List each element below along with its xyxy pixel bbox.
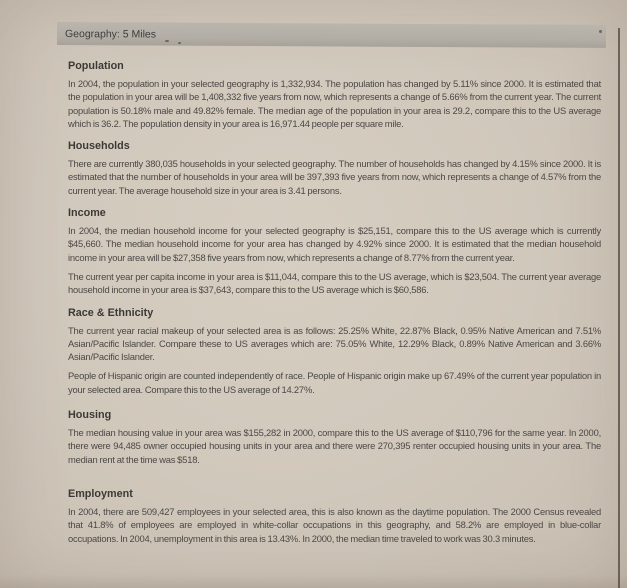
section-income bbox=[68, 207, 601, 296]
report-body bbox=[68, 45, 601, 545]
section-households bbox=[68, 140, 601, 197]
section-title-population: Population bbox=[68, 60, 124, 72]
section-population bbox=[68, 60, 601, 130]
section-title-employment: Employment bbox=[68, 487, 133, 500]
section-title-income: Income bbox=[68, 207, 106, 220]
section-employment bbox=[68, 488, 601, 545]
employment-paragraph: In 2004, there are 509,427 employees in your selected area, this is also known as the daytime population. The 2000 Census revealed that 41.8% of employees are employed in white-collar occupations in this geography, and 58.2% are employed in blue-collar occupations. In 2004, unemployment in this area is 13.43%. In 2000, the median time traveled to work was 30.3 minutes. bbox=[68, 505, 601, 544]
dust-speck bbox=[165, 40, 169, 42]
section-race-ethnicity bbox=[68, 307, 601, 396]
section-title-households: Households bbox=[68, 140, 130, 153]
dust-speck bbox=[178, 42, 181, 44]
population-paragraph: In 2004, the population in your selected geography is 1,332,934. The population has changed by 5.11% since 2000. It is estimated that the population in your area will be 1,408,332 five years from now, which represents a change of 5.66% from the current year. The current population is 50.18% male and 49.82% female. The median age of the population in your area is 29.2, compare this to the US average which is 36.2. The population density in your area is 16,971.44 people per square mile. bbox=[68, 78, 601, 129]
photo-paper-edge-line bbox=[618, 28, 620, 588]
section-title-race-ethnicity: Race & Ethnicity bbox=[68, 306, 154, 319]
geography-header-bar bbox=[57, 22, 606, 48]
race-paragraph-1: The current year racial makeup of your selected area is as follows: 25.25% White, 22.87% Black, 0.95% Native American and 7.51% Asian/Pacific Islander. Compare these to US averages which are: 75.05% White, 12.29% Black, 0.89% Native American and 3.66% Asian/Pacific Islander. bbox=[68, 324, 601, 363]
income-paragraph-1: In 2004, the median household income for your selected geography is $25,151, compare this to the US average which is currently $45,660. The median household income for your area has changed by 4.92% since 2000. It is estimated that the median household income in your area will be $27,358 five years from now, which represents a change of 8.77% from the current year. bbox=[68, 225, 601, 263]
housing-paragraph: The median housing value in your area was $155,282 in 2000, compare this to the US average of $110,796 for the same year. In 2000, there were 94,485 owner occupied housing units in your area and there were 270,395 renter occupied housing units in your area. The median rent at the time was $518. bbox=[68, 427, 601, 465]
race-paragraph-2: People of Hispanic origin are counted independently of race. People of Hispanic origin make up 67.49% of the current year population in your selected area. Compare this to the US average of 14.27%. bbox=[68, 370, 601, 395]
income-paragraph-2: The current year per capita income in your area is $11,044, compare this to the US average, which is $23,504. The current year average household income in your area is $37,643, compare this to the US average which is $60,586. bbox=[68, 270, 601, 296]
geography-header-label: Geography: 5 Miles bbox=[64, 27, 157, 41]
section-housing bbox=[68, 409, 601, 466]
section-title-housing: Housing bbox=[68, 409, 112, 422]
dust-speck bbox=[599, 30, 602, 33]
households-paragraph: There are currently 380,035 households in your selected geography. The number of households has changed by 4.15% since 2000. It is estimated that the number of households in your area will be 397,393 five years from now, which represents a change of 4.57% from the current year. The average household size in your area is 3.41 persons. bbox=[68, 158, 601, 196]
